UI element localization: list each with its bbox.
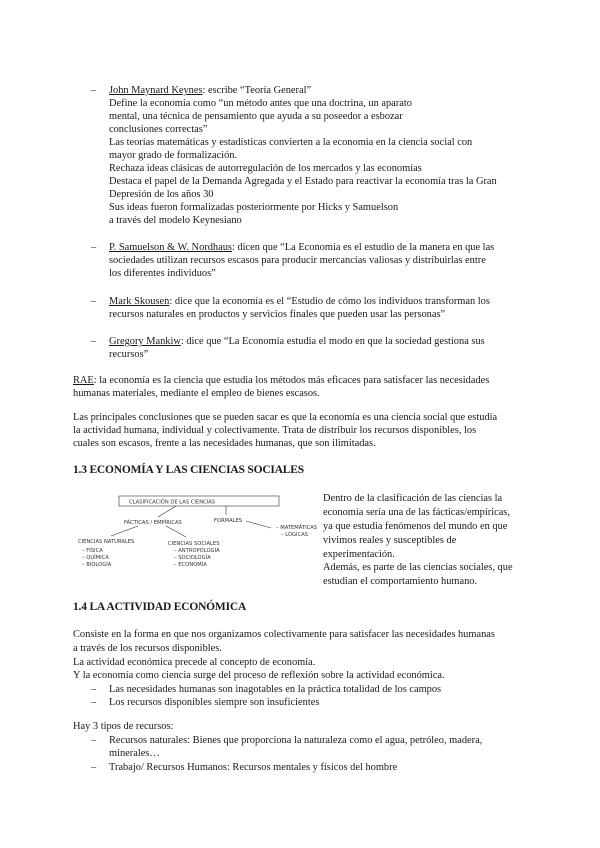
- keynes-line: Destaca el papel de la Demanda Agregada y el Estado para reactivar la economía tras la Gran: [109, 176, 497, 187]
- keynes-line: mayor grado de formalización.: [109, 150, 238, 161]
- bullet-dash: –: [91, 336, 97, 347]
- samuelson-line: : dicen que “La Economía es el estudio de la manera en que las: [231, 242, 495, 253]
- sketch-formales-item: – LÓGICAS: [281, 532, 309, 538]
- keynes-line: conclusiones correctas”: [109, 124, 208, 135]
- mankiw-author: Gregory Mankiw: [109, 336, 181, 347]
- keynes-line: Rechaza ideas clásicas de autorregulación de los mercados y las economías: [109, 163, 422, 174]
- mankiw-heading: [109, 335, 485, 348]
- bullet-dash: –: [91, 762, 97, 773]
- conclusion-line: la actividad humana, individual y colectivamente. Trata de distribuir los recursos disponibles, los: [73, 425, 477, 436]
- keynes-author: John Maynard Keynes: [109, 85, 203, 96]
- samuelson-line: los diferentes individuos”: [109, 268, 216, 279]
- skousen-author: Mark Skousen: [109, 296, 170, 307]
- section-1-4-para: a través de los recursos disponibles.: [73, 643, 222, 654]
- sketch-sociales-item: – ANTROPOLOGÍA: [174, 548, 220, 554]
- keynes-line: Sus ideas fueron formalizadas posteriormente por Hicks y Samuelson: [109, 202, 399, 213]
- sketch-formales-item: – MATEMÁTICAS: [276, 525, 318, 531]
- rae-label: RAE: [73, 375, 94, 386]
- resource-type-item: Recursos naturales: Bienes que proporciona la naturaleza como el agua, petróleo, madera,: [109, 735, 483, 746]
- keynes-line: Depresión de los años 30: [109, 189, 214, 200]
- mankiw-line: recursos”: [109, 349, 149, 360]
- rae-line: : la economía es la ciencia que estudia los métodos más eficaces para satisfacer las necesidades: [93, 375, 490, 386]
- section-1-3-text: ya que estudia fenómenos del mundo en que: [323, 521, 508, 532]
- conclusion-line: Las principales conclusiones que se pueden sacar es que la economía es una ciencia social que estudia: [73, 412, 498, 423]
- skousen-heading: [109, 295, 490, 308]
- keynes-heading: [109, 84, 311, 97]
- resource-types-intro: Hay 3 tipos de recursos:: [73, 721, 174, 732]
- sketch-naturales-item: – BIOLOGÍA: [82, 562, 112, 568]
- keynes-line: a través del modelo Keynesiano: [109, 215, 242, 226]
- section-1-4-para: Consiste en la forma en que nos organizamos colectivamente para satisfacer las necesidades humanas: [73, 629, 495, 640]
- sketch-title: CLASIFICACIÓN DE LAS CIENCIAS: [129, 499, 216, 506]
- sketch-naturales-item: – QUÍMICA: [82, 555, 109, 561]
- resource-type-item: Trabajo/ Recursos Humanos: Recursos mentales y físicos del hombre: [109, 762, 398, 773]
- rae-paragraph: [73, 374, 489, 387]
- sketch-branch-lines: [158, 506, 226, 517]
- bullet-dash: –: [91, 697, 97, 708]
- sketch-sociales-head: CIENCIAS SOCIALES: [168, 541, 220, 547]
- samuelson-heading: [109, 241, 494, 254]
- classification-sketch: [76, 493, 318, 578]
- sketch-naturales-item: – FÍSICA: [82, 548, 103, 554]
- section-1-3-text: Además, es parte de las ciencias sociales, que: [323, 562, 513, 573]
- bullet-dash: –: [91, 85, 97, 96]
- keynes-line: Define la economía como “un método antes que una doctrina, un aparato: [109, 98, 412, 109]
- section-1-3-text: Dentro de la clasificación de las ciencias la: [323, 493, 503, 504]
- needs-bullet: Las necesidades humanas son inagotables en la práctica totalidad de los campos: [109, 684, 442, 695]
- keynes-intro: : escribe “Teoría General”: [202, 85, 312, 96]
- sketch-branch-right: FORMALES: [214, 518, 243, 524]
- section-1-3-text: vivimos reales y susceptibles de: [323, 535, 457, 546]
- rae-line: humanas materiales, mediante el empleo de bienes escasos.: [73, 388, 320, 399]
- keynes-line: Las teorías matemáticas y estadísticas convierten a la economía en la ciencia social con: [109, 137, 473, 148]
- bullet-dash: –: [91, 242, 97, 253]
- bullet-dash: –: [91, 296, 97, 307]
- bullet-dash: –: [91, 735, 97, 746]
- samuelson-line: sociedades utilizan recursos escasos para producir mercancías valiosas y distribuirlas entre: [109, 255, 486, 266]
- section-1-4-para: La actividad económica precede al concepto de economía.: [73, 657, 316, 668]
- sketch-naturales-head: CIENCIAS NATURALES: [78, 539, 135, 545]
- section-1-4-title: 1.4 LA ACTIVIDAD ECONÓMICA: [73, 601, 247, 613]
- section-1-3-title: 1.3 ECONOMÍA Y LAS CIENCIAS SOCIALES: [73, 464, 304, 476]
- sketch-sociales-item: – ECONOMÍA: [174, 562, 207, 568]
- conclusion-line: cuales son escasos, frente a las necesidades humanas, que son ilimitadas.: [73, 438, 376, 449]
- section-1-4-para: Y la economía como ciencia surge del proceso de reflexión sobre la actividad económica.: [73, 670, 445, 681]
- skousen-line: recursos naturales en productos y servicios finales que pueden usar las personas”: [109, 309, 446, 320]
- sketch-sociales-item: – SOCIOLOGÍA: [174, 555, 211, 561]
- section-1-3-text: experimentación.: [323, 549, 395, 560]
- section-1-3-text: economía sería una de las fácticas/empíricas,: [323, 507, 510, 518]
- needs-bullet: Los recursos disponibles siempre son insuficientes: [109, 697, 320, 708]
- keynes-line: mental, una técnica de pensamiento que ayuda a su poseedor a esbozar: [109, 111, 403, 122]
- skousen-line: : dice que la economía es el “Estudio de cómo los individuos transforman los: [169, 296, 490, 307]
- bullet-dash: –: [91, 684, 97, 695]
- samuelson-author: P. Samuelson & W. Nordhaus: [109, 242, 232, 253]
- mankiw-line: : dice que “La Economía estudia el modo en que la sociedad gestiona sus: [180, 336, 485, 347]
- section-1-3-text: estudian el comportamiento humano.: [323, 576, 478, 587]
- resource-type-item: minerales…: [109, 748, 160, 759]
- sketch-branch-left: FÁCTICAS / EMPÍRICAS: [124, 520, 182, 526]
